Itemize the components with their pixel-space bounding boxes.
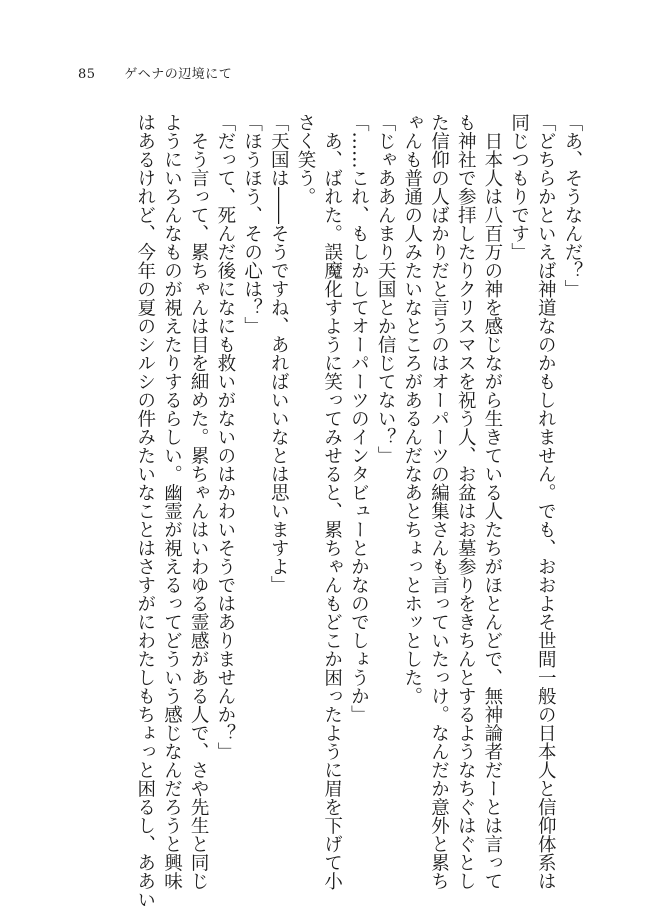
text-line: 「だって、死んだ後になにも救いがないのはかわいそうではありませんか？」 <box>214 113 236 761</box>
text-line: 「あ、そうなんだ？」 <box>562 113 583 298</box>
text-line: あ、ばれた。誤魔化すように笑ってみせると、累ちゃんもどこか困ったように眉を下げて小 <box>321 113 343 890</box>
text-line: ようにいろんなものが視えたりするらしい。幽霊が視えるってどういう感じなんだろうと興味 <box>161 113 183 890</box>
text-line: はあるけれど、今年の夏のシルシの件みたいなことはさすがにわたしもちょっと困るし、ああい <box>134 113 156 909</box>
running-title: ゲヘナの辺境にて <box>124 67 233 82</box>
text-line: 「どちらかといえば神道なのかもしれません。でも、おおよそ世間一般の日本人と信仰体系は <box>535 113 557 890</box>
text-line: 「じゃああんまり天国とか信じてない？」 <box>375 113 397 465</box>
text-line: 「天国は――そうですね、あればいいなとは思いますよ」 <box>268 113 290 594</box>
text-line: 日本人は八百万の神を感じながら生きている人たちがほとんどで、無神論者だーとは言って <box>481 113 503 890</box>
text-line: 「……これ、もしかしてオーパーツのインタビューとかなのでしょうか」 <box>348 113 370 724</box>
text-line: そう言って、累ちゃんは目を細めた。累ちゃんはいわゆる霊感がある人で、さや先生と同じ <box>188 113 210 890</box>
page-header <box>78 63 232 82</box>
text-line: ゃんも普通の人みたいなところがあるんだなあとちょっとホッとした。 <box>401 113 423 705</box>
text-line: 同じつもりです」 <box>508 113 530 261</box>
page-number: 85 <box>78 67 96 82</box>
text-line: さく笑う。 <box>294 113 316 206</box>
text-line: た信仰の人ばかりだと言うのはオーパーツの編集さんも言っていたっけ。なんだか意外と累ち <box>428 113 450 890</box>
text-line: 「ほうほう、その心は？」 <box>241 113 263 335</box>
vertical-body-text <box>131 113 585 909</box>
text-line: も神社で参拝したりクリスマスを祝う人、お盆はお墓参りをきちんとするようなちぐはぐとし <box>455 113 477 890</box>
